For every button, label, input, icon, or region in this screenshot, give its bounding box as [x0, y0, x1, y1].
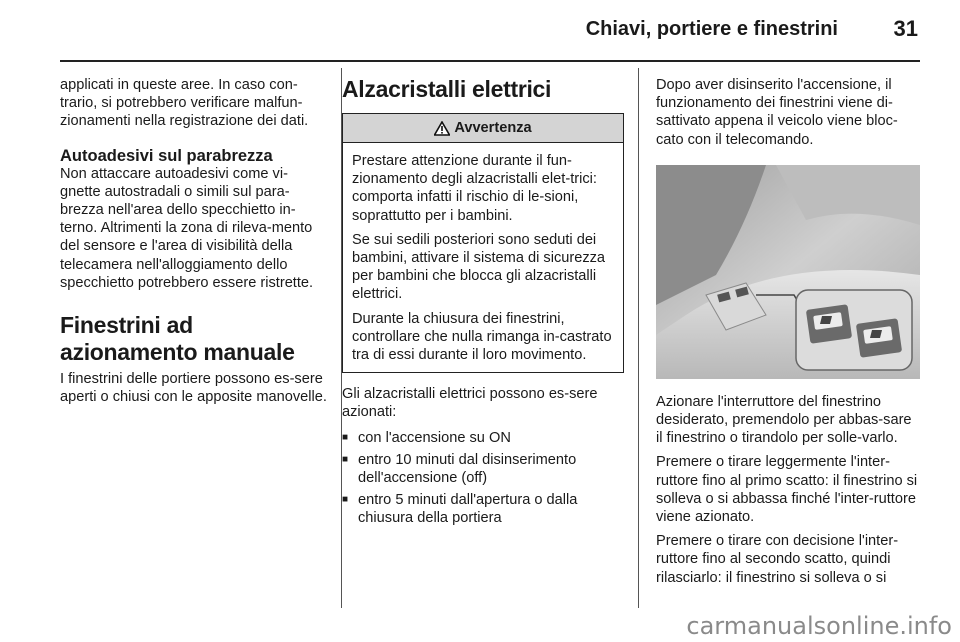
list-item [342, 429, 624, 447]
column-left [60, 76, 328, 406]
header-divider [60, 60, 920, 62]
column-middle [342, 76, 624, 528]
power-window-switch-photo [656, 165, 920, 379]
list-item-text: con l'accensione su ON [358, 429, 511, 446]
paragraph: Premere o tirare leggermente l'inter-ruttore fino al primo scatto: il finestrino si solleva o si abbassa finché l'inter-ruttore viene azionato. [656, 454, 918, 526]
warning-header [343, 114, 623, 143]
page-title: Chiavi, portiere e finestrini [585, 18, 838, 40]
paragraph: Azionare l'interruttore del finestrino desiderato, premendolo per abbas-sare il finestrino o tirandolo per solle-varlo. [656, 393, 912, 447]
warning-paragraph: Durante la chiusura dei finestrini, controllare che nulla rimanga in-castrato tra di essi durante il loro movimento. [352, 310, 612, 364]
section-heading-windshield-stickers: Autoadesivi sul parabrezza [60, 146, 273, 165]
bullet-square-icon: ■ [342, 453, 349, 465]
intro-paragraph: applicati in queste aree. In caso con-trario, si potrebbero verificare malfun-zionamenti nella registrazione dei dati. [60, 77, 309, 130]
bullet-square-icon: ■ [342, 431, 349, 443]
bullet-list [342, 429, 624, 528]
warning-paragraph: Prestare attenzione durante il fun-zionamento degli alzacristalli elet-trici: comporta infatti il rischio di le-sioni, soprattutto per i bambini. [352, 153, 597, 224]
page-number: 31 [893, 16, 918, 41]
warning-box [342, 113, 624, 373]
list-item [342, 491, 624, 527]
page-header [0, 0, 960, 60]
watermark: carmanualsonline.info [686, 612, 952, 640]
paragraph: Premere o tirare con decisione l'inter-ruttore fino al secondo scatto, quindi rilasciarlo: il finestrino si solleva o si [656, 533, 899, 586]
power-windows-intro: Gli alzacristalli elettrici possono es-sere azionati: [342, 386, 598, 421]
warning-body [343, 143, 623, 372]
section-text-windshield-stickers: Non attaccare autoadesivi come vi-gnette autostradali o simili sul para-brezza nell'area dello specchietto in-terno. Altrimenti la zona di rileva-mento del sensore e l'area di visibilità della telecamera nell'alloggiamento dello specchietto potrebbero essere ristrette. [60, 165, 314, 291]
section-heading-manual-windows: Finestrini ad azionamento manuale [60, 312, 295, 366]
bullet-square-icon: ■ [342, 494, 349, 506]
list-item-text: entro 10 minuti dal disinserimento dell'accensione (off) [358, 451, 577, 487]
section-heading-power-windows: Alzacristalli elettrici [342, 76, 552, 102]
section-text-manual-windows: I finestrini delle portiere possono es-sere aperti o chiusi con le apposite manovelle. [60, 371, 327, 406]
column-divider-right [638, 68, 639, 608]
warning-label: Avvertenza [454, 120, 532, 136]
list-item-text: entro 5 minuti dall'apertura o dalla chiusura della portiera [358, 492, 578, 527]
paragraph: Dopo aver disinserito l'accensione, il funzionamento dei finestrini viene di-sattivato appena il veicolo viene bloc-cato con il telecomando. [656, 77, 898, 148]
list-item [342, 451, 624, 487]
column-right [656, 76, 921, 587]
warning-paragraph: Se sui sedili posteriori sono seduti dei bambini, attivare il sistema di sicurezza per bambini che blocca gli alzacristalli elettrici. [352, 231, 606, 303]
warning-triangle-icon [434, 121, 450, 136]
